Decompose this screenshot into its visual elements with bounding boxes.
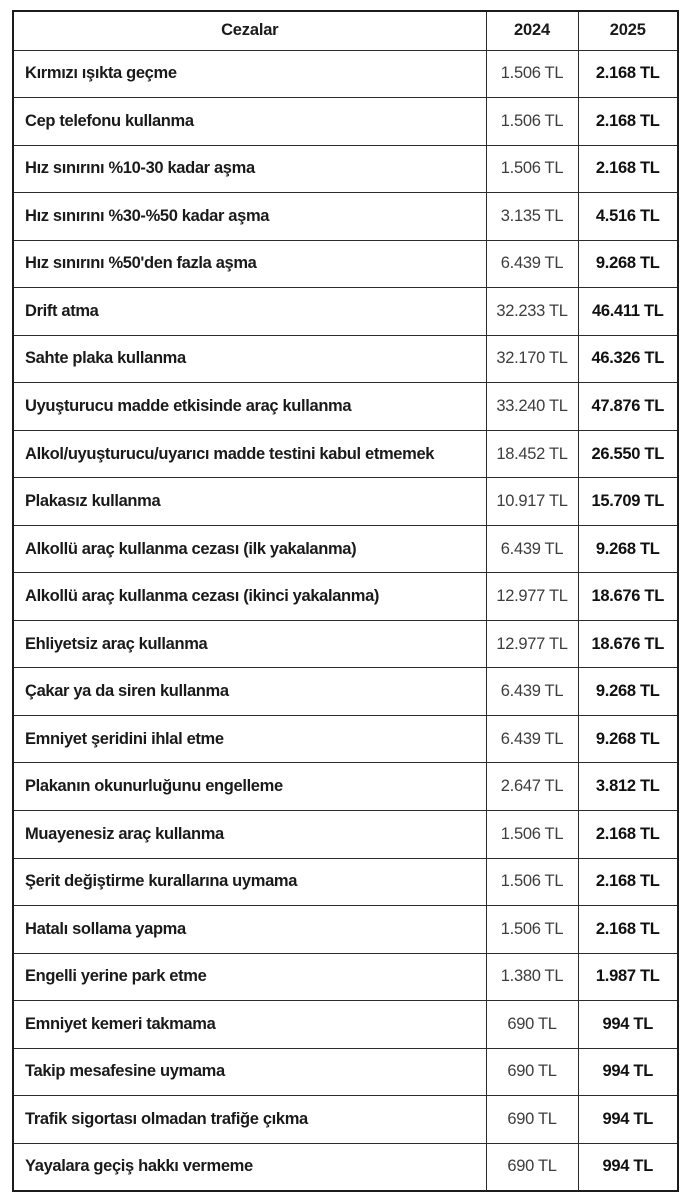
header-2024: 2024: [486, 11, 578, 50]
fine-2025-cell: 15.709 TL: [578, 478, 678, 526]
table-row: [13, 858, 678, 906]
table-row: [13, 525, 678, 573]
fine-name-cell: Kırmızı ışıkta geçme: [13, 50, 486, 98]
table-row: [13, 430, 678, 478]
fine-2024-cell: 32.170 TL: [486, 335, 578, 383]
table-row: [13, 383, 678, 431]
fine-2024-cell: 1.506 TL: [486, 906, 578, 954]
fine-2025-cell: 18.676 TL: [578, 620, 678, 668]
table-row: [13, 1048, 678, 1096]
fine-name-cell: Yayalara geçiş hakkı vermeme: [13, 1143, 486, 1191]
fine-2024-cell: 1.380 TL: [486, 953, 578, 1001]
fine-2025-cell: 9.268 TL: [578, 715, 678, 763]
table-row: [13, 811, 678, 859]
fine-2025-cell: 46.411 TL: [578, 288, 678, 336]
table-row: [13, 145, 678, 193]
table-row: [13, 620, 678, 668]
table-row: [13, 335, 678, 383]
fine-2025-cell: 994 TL: [578, 1096, 678, 1144]
header-cezalar: Cezalar: [13, 11, 486, 50]
fine-2025-cell: 2.168 TL: [578, 811, 678, 859]
fine-2025-cell: 2.168 TL: [578, 98, 678, 146]
fine-2025-cell: 9.268 TL: [578, 668, 678, 716]
header-2025: 2025: [578, 11, 678, 50]
table-row: [13, 98, 678, 146]
fine-name-cell: Muayenesiz araç kullanma: [13, 811, 486, 859]
fine-name-cell: Emniyet kemeri takmama: [13, 1001, 486, 1049]
fine-2025-cell: 4.516 TL: [578, 193, 678, 241]
table-row: [13, 573, 678, 621]
fine-2024-cell: 690 TL: [486, 1001, 578, 1049]
fine-2025-cell: 9.268 TL: [578, 525, 678, 573]
table-row: [13, 478, 678, 526]
fine-2024-cell: 690 TL: [486, 1143, 578, 1191]
fine-2025-cell: 9.268 TL: [578, 240, 678, 288]
table-row: [13, 50, 678, 98]
fine-2025-cell: 994 TL: [578, 1001, 678, 1049]
table-row: [13, 1001, 678, 1049]
fine-2024-cell: 1.506 TL: [486, 50, 578, 98]
fine-2024-cell: 12.977 TL: [486, 620, 578, 668]
fine-name-cell: Alkol/uyuşturucu/uyarıcı madde testini kabul etmemek: [13, 430, 486, 478]
fine-2025-cell: 26.550 TL: [578, 430, 678, 478]
table-row: [13, 240, 678, 288]
fine-2025-cell: 47.876 TL: [578, 383, 678, 431]
fine-name-cell: Hız sınırını %50'den fazla aşma: [13, 240, 486, 288]
fine-2025-cell: 994 TL: [578, 1143, 678, 1191]
fine-2025-cell: 3.812 TL: [578, 763, 678, 811]
fine-2024-cell: 1.506 TL: [486, 811, 578, 859]
fine-2024-cell: 1.506 TL: [486, 858, 578, 906]
fine-name-cell: Sahte plaka kullanma: [13, 335, 486, 383]
fine-2025-cell: 2.168 TL: [578, 145, 678, 193]
fine-2024-cell: 12.977 TL: [486, 573, 578, 621]
fine-2025-cell: 46.326 TL: [578, 335, 678, 383]
fine-2024-cell: 3.135 TL: [486, 193, 578, 241]
fines-table-container: [12, 10, 679, 1192]
fine-name-cell: Çakar ya da siren kullanma: [13, 668, 486, 716]
table-header-row: [13, 11, 678, 50]
fine-name-cell: Plakanın okunurluğunu engelleme: [13, 763, 486, 811]
fine-2024-cell: 6.439 TL: [486, 240, 578, 288]
table-row: [13, 763, 678, 811]
fine-2024-cell: 6.439 TL: [486, 525, 578, 573]
fine-name-cell: Drift atma: [13, 288, 486, 336]
fine-2024-cell: 690 TL: [486, 1096, 578, 1144]
table-row: [13, 193, 678, 241]
fine-name-cell: Takip mesafesine uymama: [13, 1048, 486, 1096]
fine-name-cell: Alkollü araç kullanma cezası (ilk yakalanma): [13, 525, 486, 573]
fine-2024-cell: 33.240 TL: [486, 383, 578, 431]
fine-2024-cell: 690 TL: [486, 1048, 578, 1096]
fine-2025-cell: 18.676 TL: [578, 573, 678, 621]
fine-2024-cell: 6.439 TL: [486, 668, 578, 716]
fine-2025-cell: 2.168 TL: [578, 906, 678, 954]
table-row: [13, 1143, 678, 1191]
fine-2025-cell: 2.168 TL: [578, 50, 678, 98]
fine-2024-cell: 2.647 TL: [486, 763, 578, 811]
table-row: [13, 953, 678, 1001]
fine-2024-cell: 18.452 TL: [486, 430, 578, 478]
fine-2025-cell: 994 TL: [578, 1048, 678, 1096]
fine-name-cell: Engelli yerine park etme: [13, 953, 486, 1001]
table-row: [13, 906, 678, 954]
fine-name-cell: Plakasız kullanma: [13, 478, 486, 526]
fine-name-cell: Uyuşturucu madde etkisinde araç kullanma: [13, 383, 486, 431]
fine-2024-cell: 6.439 TL: [486, 715, 578, 763]
fine-name-cell: Hız sınırını %30-%50 kadar aşma: [13, 193, 486, 241]
table-row: [13, 668, 678, 716]
fine-2024-cell: 10.917 TL: [486, 478, 578, 526]
fine-2025-cell: 1.987 TL: [578, 953, 678, 1001]
fine-name-cell: Hız sınırını %10-30 kadar aşma: [13, 145, 486, 193]
fine-2024-cell: 32.233 TL: [486, 288, 578, 336]
fine-name-cell: Emniyet şeridini ihlal etme: [13, 715, 486, 763]
fine-2024-cell: 1.506 TL: [486, 98, 578, 146]
table-row: [13, 715, 678, 763]
fine-name-cell: Ehliyetsiz araç kullanma: [13, 620, 486, 668]
fine-2025-cell: 2.168 TL: [578, 858, 678, 906]
fine-name-cell: Alkollü araç kullanma cezası (ikinci yakalanma): [13, 573, 486, 621]
fine-name-cell: Cep telefonu kullanma: [13, 98, 486, 146]
table-row: [13, 288, 678, 336]
fine-name-cell: Şerit değiştirme kurallarına uymama: [13, 858, 486, 906]
fines-table: [12, 10, 679, 1192]
fine-2024-cell: 1.506 TL: [486, 145, 578, 193]
fine-name-cell: Trafik sigortası olmadan trafiğe çıkma: [13, 1096, 486, 1144]
table-row: [13, 1096, 678, 1144]
fine-name-cell: Hatalı sollama yapma: [13, 906, 486, 954]
